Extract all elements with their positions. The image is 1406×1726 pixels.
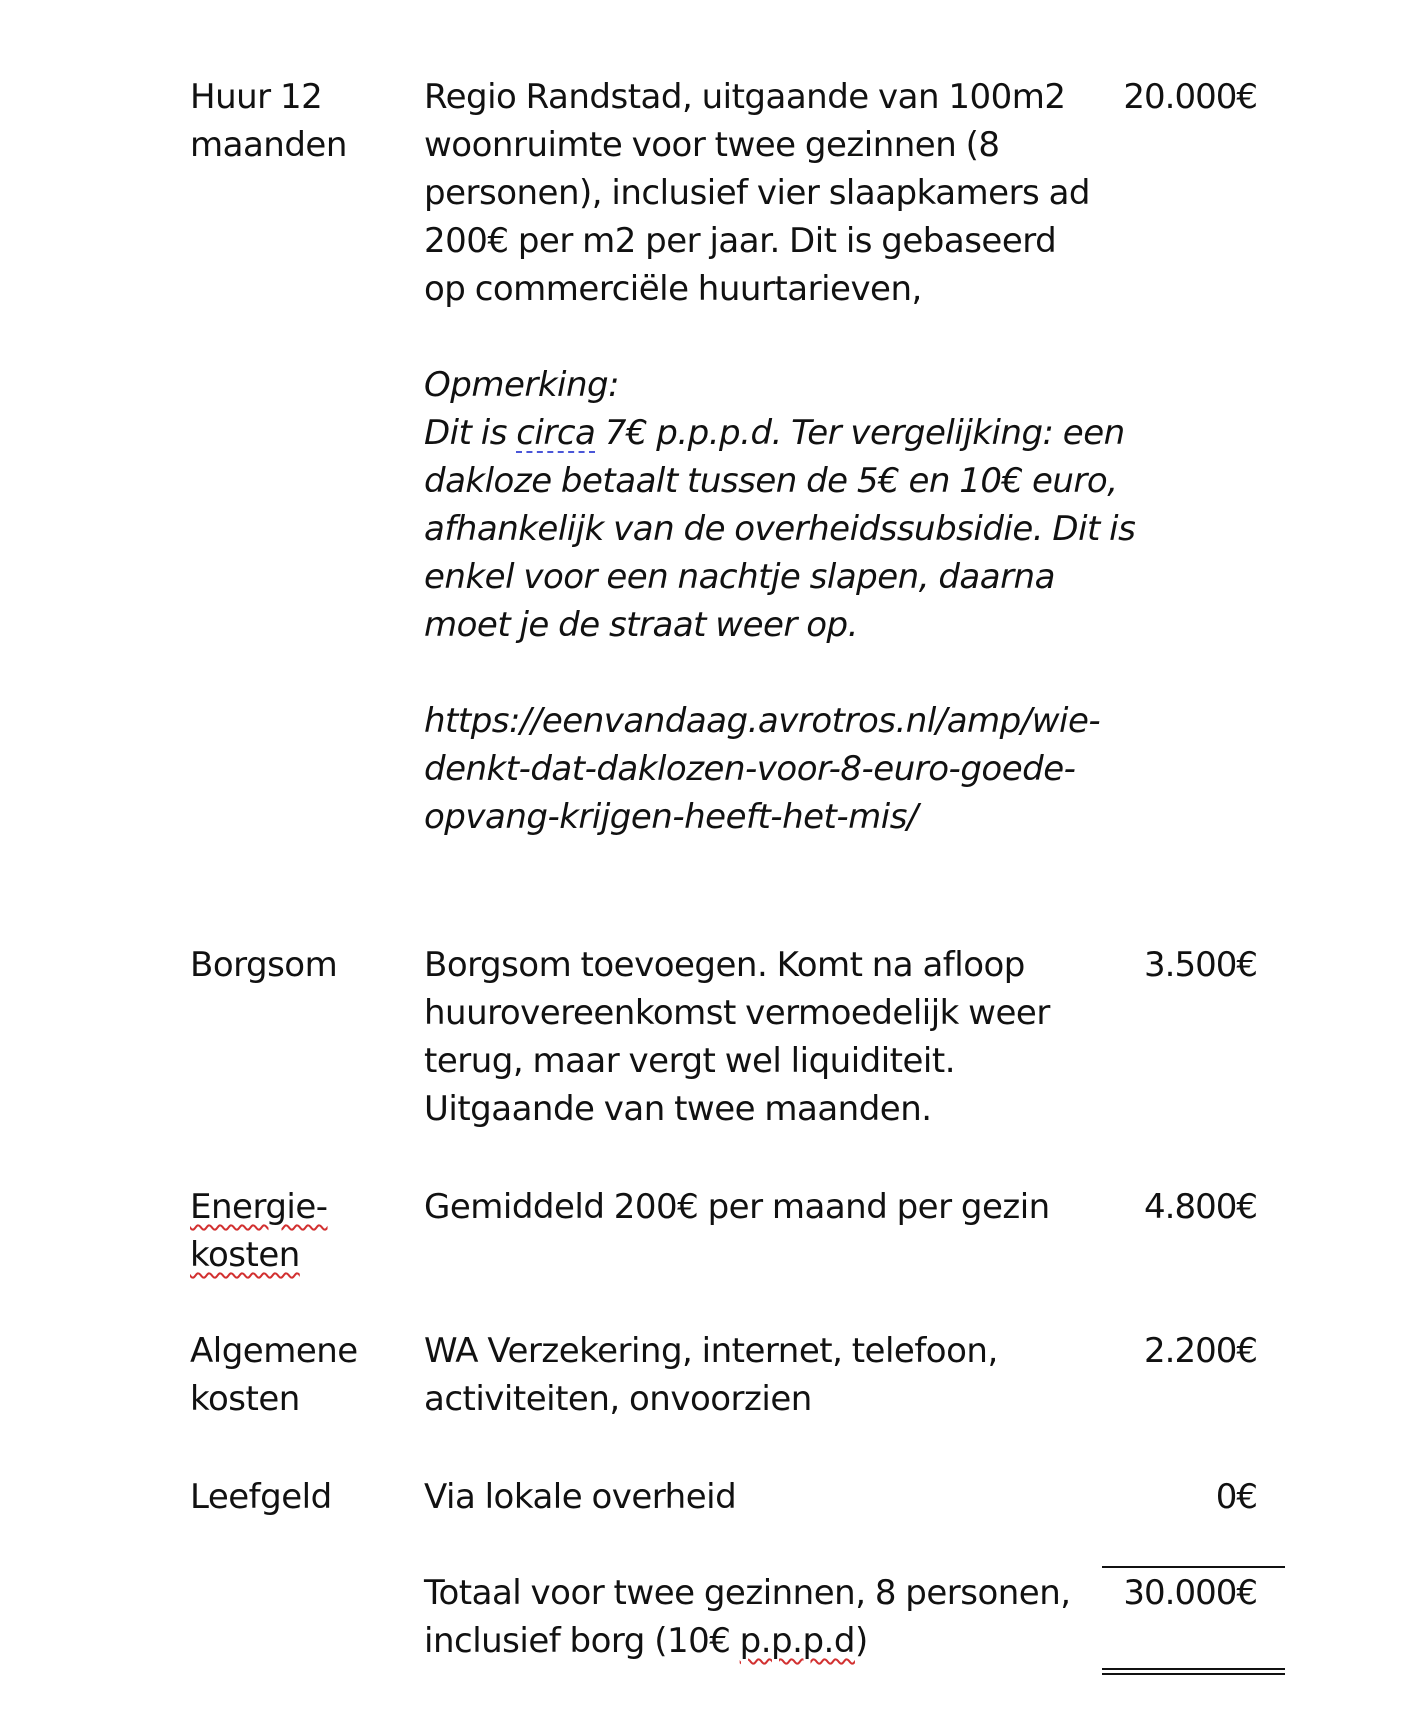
row-description: Gemiddeld 200€ per maand per gezin xyxy=(424,1187,1050,1227)
spelling-marked-word[interactable]: Energie- xyxy=(190,1187,328,1227)
row-label: Algemene kosten xyxy=(190,1331,358,1419)
spelling-marked-word[interactable]: p.p.p.d xyxy=(739,1621,855,1661)
source-url: https://eenvandaag.avrotros.nl/amp/wie- denkt-dat-daklozen-voor-8-euro-goede- opvang-krijgen-heeft-het-mis/ xyxy=(424,701,1101,837)
row-amount: 4.800€ xyxy=(1144,1187,1257,1227)
row-amount: 2.200€ xyxy=(1144,1331,1257,1371)
total-top-rule xyxy=(1102,1566,1285,1568)
row-description: Via lokale overheid xyxy=(424,1477,737,1517)
row-label: Huur 12 maanden xyxy=(190,77,347,165)
row-label: Leefgeld xyxy=(190,1477,332,1517)
row-description: Regio Randstad, uitgaande van 100m2 woonruimte voor twee gezinnen (8 personen), inclusief vier slaapkamers ad 200€ per m2 per jaar. Dit is gebaseerd op commerciële huurtarieven, Opmerking: Dit is circa 7€ p.p.p.d. Ter vergelijking: een dakloze betaalt tussen de 5€ en 10€ euro, afhankelijk van de overheidssubsidie. Dit is enkel voor een nachtje slapen, daarna moet je de straat weer op. https://eenvandaag.avrotros.nl/amp/wie- denkt-dat-daklozen-voor-8-euro-goede- opvang-krijgen-heeft-het-mis/ xyxy=(424,73,1084,841)
row-label: Borgsom xyxy=(190,945,338,985)
remark-title: Opmerking: xyxy=(424,365,620,405)
row-amount: 3.500€ xyxy=(1144,945,1257,985)
spelling-marked-word[interactable]: kosten xyxy=(190,1235,300,1275)
total-description: Totaal voor twee gezinnen, 8 personen, inclusief borg (10€ p.p.p.d) xyxy=(424,1573,1071,1661)
remark-note: Opmerking: Dit is circa 7€ p.p.p.d. Ter vergelijking: een dakloze betaalt tussen de 5€ en 10€ euro, afhankelijk van de overheidssubsidie. Dit is enkel voor een nachtje slapen, daarna moet je de straat weer op. https://eenvandaag.avrotros.nl/amp/wie- denkt-dat-daklozen-voor-8-euro-goede- opvang-krijgen-heeft-het-mis/ xyxy=(424,361,1084,841)
row-amount: 20.000€ xyxy=(1123,77,1257,117)
total-double-rule xyxy=(1102,1668,1285,1675)
row-amount: 0€ xyxy=(1215,1477,1257,1517)
row-description: WA Verzekering, internet, telefoon, activiteiten, onvoorzien xyxy=(424,1331,998,1419)
row-description: Borgsom toevoegen. Komt na afloop huurovereenkomst vermoedelijk weer terug, maar vergt wel liquiditeit. Uitgaande van twee maanden. xyxy=(424,945,1050,1129)
grammar-marked-word[interactable]: circa xyxy=(516,413,596,453)
total-amount: 30.000€ xyxy=(1123,1573,1257,1613)
row-label xyxy=(190,1183,400,1279)
